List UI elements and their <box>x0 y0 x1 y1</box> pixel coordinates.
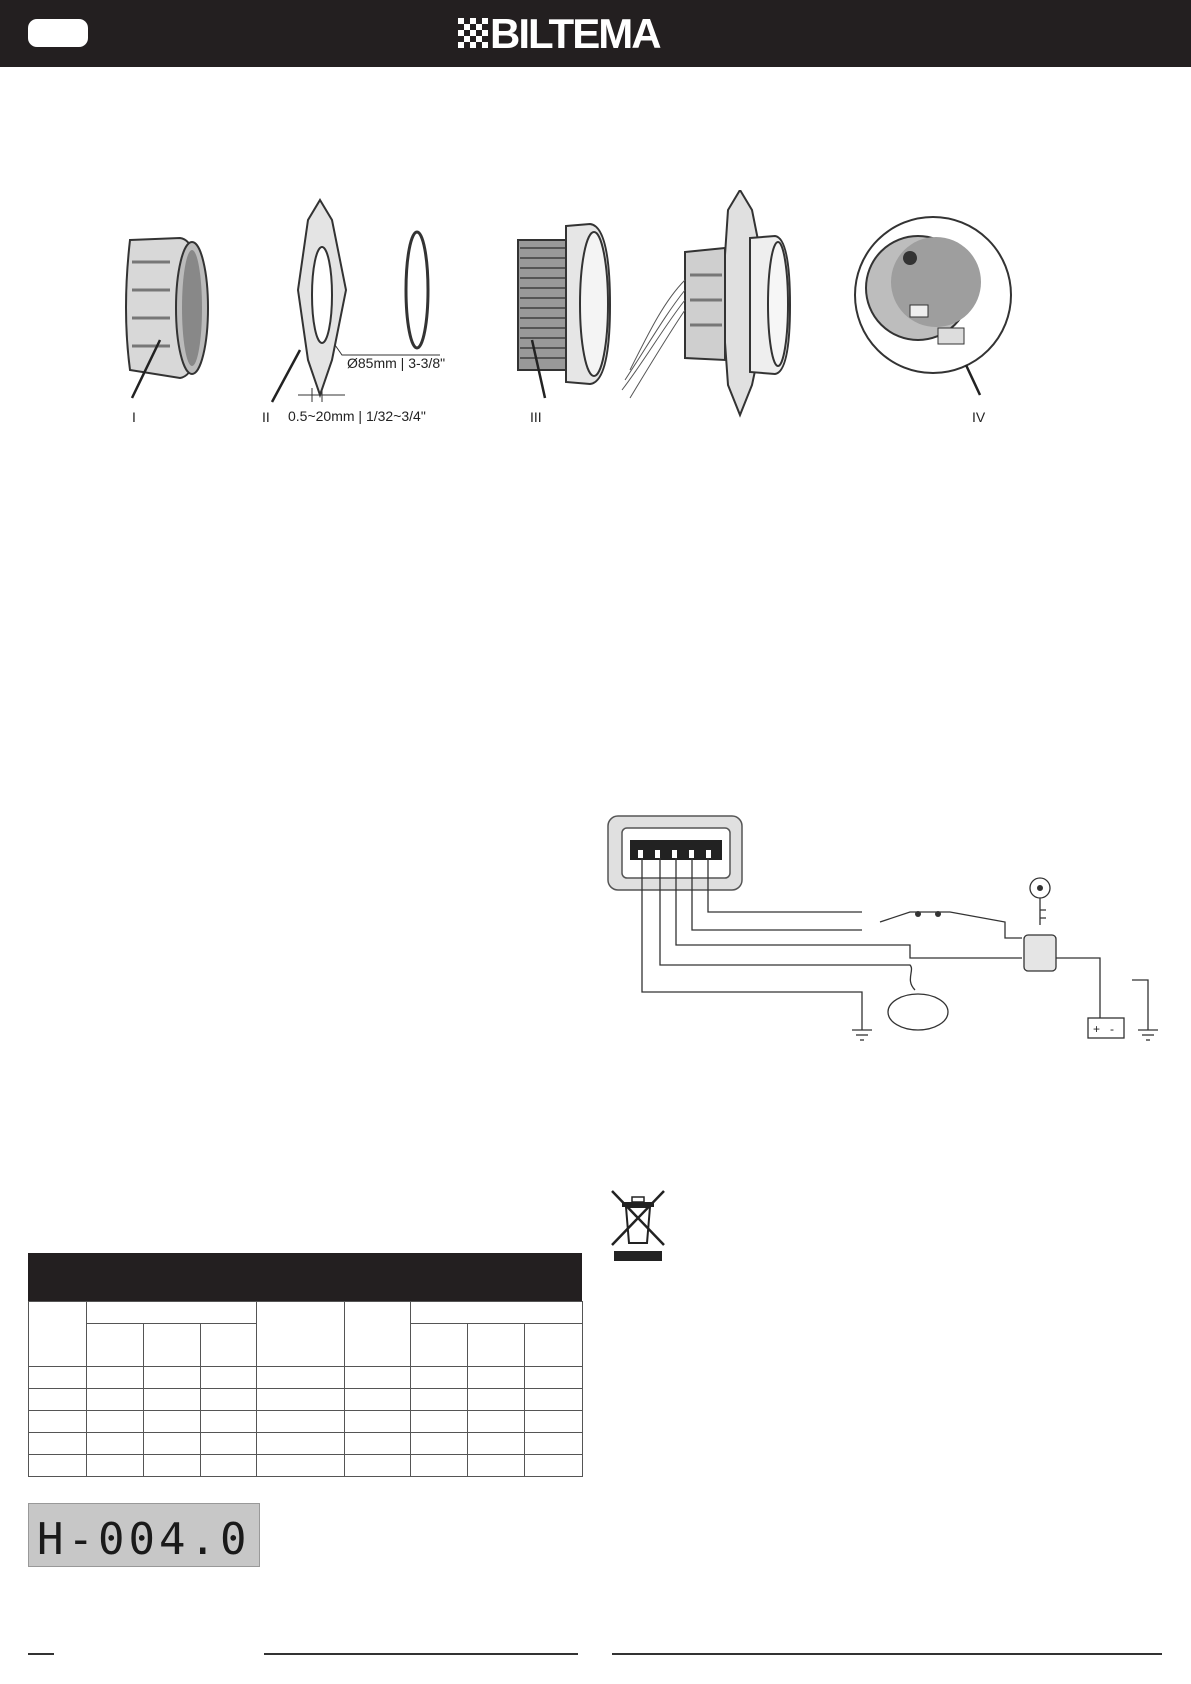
ignition-coil <box>1024 935 1056 971</box>
diameter-label: Ø85mm | 3-3/8" <box>347 355 446 371</box>
biltema-logo <box>458 10 734 57</box>
part-iv-rear-detail <box>855 217 1011 395</box>
thickness-label: 0.5~20mm | 1/32~3/4" <box>288 408 426 424</box>
mounting-parts-illustration <box>110 190 1070 440</box>
specification-table <box>28 1253 582 1477</box>
lcd-reading: H-004.0 <box>37 1514 251 1565</box>
checker-flag-icon <box>458 18 488 48</box>
page-header <box>0 0 1191 67</box>
footer-rule-right <box>612 1653 1162 1655</box>
footer-rule-left <box>28 1653 54 1655</box>
lcd-display <box>28 1503 260 1567</box>
label-part-iv: IV <box>972 409 986 425</box>
part-i-nut <box>126 238 208 398</box>
svg-text:-: - <box>1110 1022 1114 1036</box>
wiring-diagram <box>600 810 1170 1060</box>
table-grid <box>28 1301 583 1477</box>
part-ii-panel <box>272 200 440 402</box>
lcd-digits <box>29 1504 259 1566</box>
label-part-i: I <box>132 409 136 425</box>
sender-unit <box>888 994 948 1030</box>
label-part-ii: II <box>262 409 270 425</box>
logo-wordmark: BILTEMA <box>490 10 660 57</box>
table-header-bar <box>28 1253 582 1301</box>
part-iii-threaded-body <box>518 224 610 398</box>
footer-rule-middle <box>264 1653 578 1655</box>
svg-text:+: + <box>1093 1022 1101 1036</box>
language-badge <box>28 19 88 47</box>
ignition-key-icon <box>1030 878 1050 925</box>
weee-bin-icon <box>608 1185 668 1265</box>
assembled-gauge <box>622 190 790 415</box>
label-part-iii: III <box>530 409 542 425</box>
